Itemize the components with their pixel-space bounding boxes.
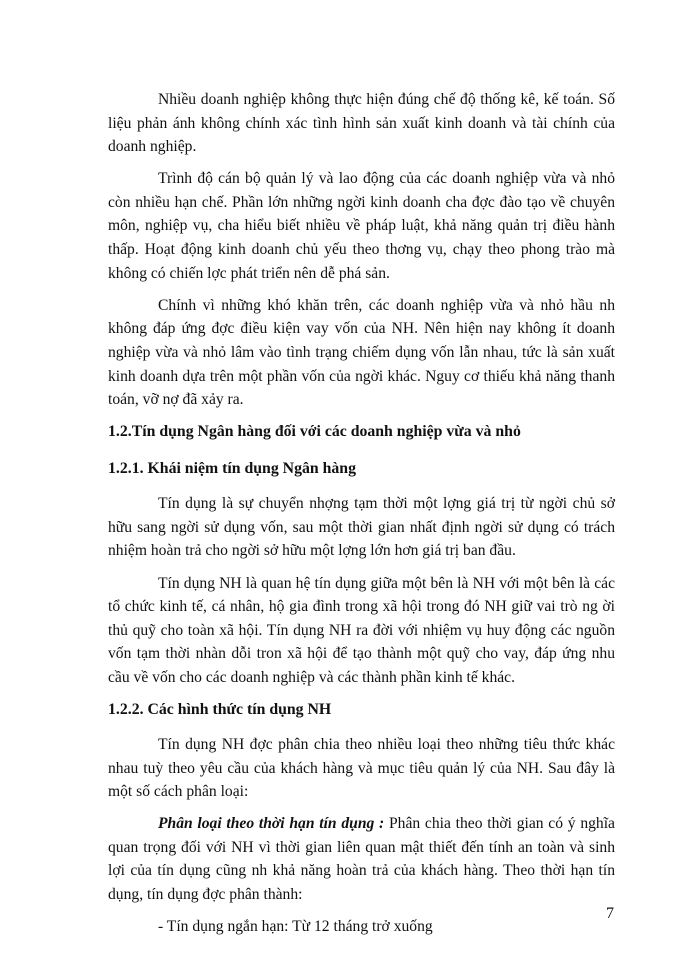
paragraph-management-skills: Trình độ cán bộ quản lý và lao động của các doanh nghiệp vừa và nhỏ còn nhiều hạn chế. Phần lớn những ngời kinh doanh cha đợc đào tạo về chuyên môn, nghiệp vụ, cha hiểu biết nhiều về pháp luật, khả năng quản trị điều hành thấp. Hoạt động kinh doanh chủ yếu theo thơng vụ, chạy theo phong trào mà không có chiến lợc phát triển nên dễ phá sản. [108, 170, 615, 282]
page-number: 7 [606, 905, 614, 922]
section-heading-1-2-1: 1.2.1. Khái niệm tín dụng Ngân hàng [108, 460, 356, 478]
paragraph-credit-definition: Tín dụng là sự chuyển nhợng tạm thời một lợng giá trị từ ngời chủ sở hữu sang ngời sử dụng vốn, sau một thời gian nhất định ngời sử dụng có trách nhiệm hoàn trả cho ngời sở hữu một lợng lớn hơn giá trị ban đầu. [108, 495, 615, 560]
paragraph-accounting: Nhiều doanh nghiệp không thực hiện đúng chế độ thống kê, kế toán. Số liệu phản ánh không chính xác tình hình sản xuất kinh doanh và tài chính của doanh nghiệp. [108, 91, 615, 156]
section-heading-1-2: 1.2.Tín dụng Ngân hàng đối với các doanh nghiệp vừa và nhỏ [108, 423, 521, 441]
paragraph-loan-access: Chính vì những khó khăn trên, các doanh nghiệp vừa và nhỏ hầu nh không đáp ứng đợc điều kiện vay vốn của NH. Nên hiện nay không ít doanh nghiệp vừa và nhỏ lâm vào tình trạng chiếm dụng vốn lẫn nhau, tức là sản xuất kinh doanh dựa trên một phần vốn của ngời khác. Nguy cơ thiếu khả năng thanh toán, vỡ nợ đã xảy ra. [108, 296, 615, 409]
list-item-short-term: - Tín dụng ngắn hạn: Từ 12 tháng trở xuống [158, 918, 433, 936]
classification-label: Phân loại theo thời hạn tín dụng : [158, 815, 385, 833]
paragraph-credit-forms: Tín dụng NH đợc phân chia theo nhiều loại theo những tiêu thức khác nhau tuỳ theo yêu cầu của khách hàng và mục tiêu quản lý của NH. Sau đây là một số cách phân loại: [108, 735, 615, 801]
page-body [108, 88, 615, 945]
paragraph-classification [108, 812, 615, 906]
section-heading-1-2-2: 1.2.2. Các hình thức tín dụng NH [108, 700, 332, 718]
classification-text: Phân chia theo thời gian có ý nghĩa quan trọng đối với NH vì thời gian liên quan mật thiết đến tính an toàn và sinh lợi của tín dụng cũng nh khả năng hoàn trả của khách hàng. Theo thời hạn tín dụng, tín dụng đợc phân thành: [108, 815, 615, 904]
paragraph-bank-credit: Tín dụng NH là quan hệ tín dụng giữa một bên là NH với một bên là các tổ chức kinh tế, cá nhân, hộ gia đình trong xã hội trong đó NH giữ vai trò ng ời thủ quỹ cho toàn xã hội. Tín dụng NH ra đời với nhiệm vụ huy động các nguồn vốn tạm thời nhàn dỗi tron xã hội để tạo thành một quỹ cho vay, đáp ứng nhu cầu về vốn cho các doanh nghiệp và các thành phần kinh tế khác. [108, 574, 615, 686]
